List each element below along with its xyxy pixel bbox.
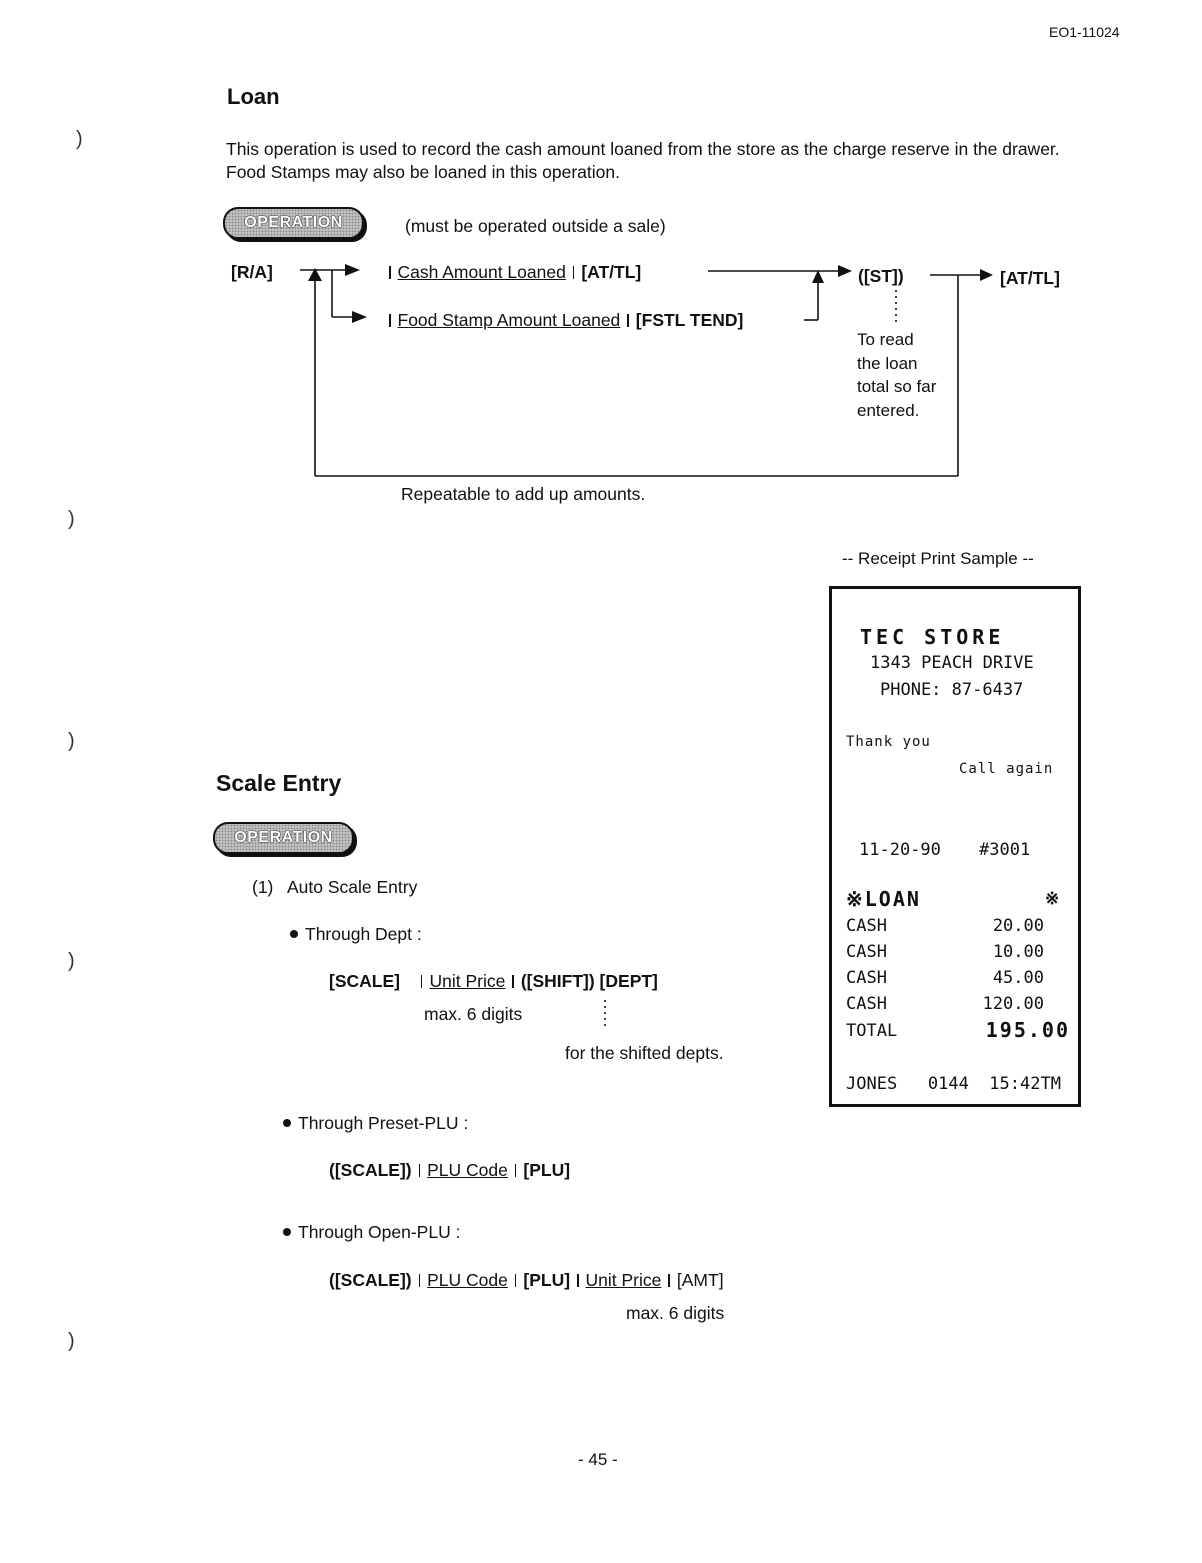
scale-key: ([SCALE]) — [329, 1270, 412, 1290]
receipt-line-amount: 10.00 — [992, 942, 1044, 962]
end-key: [AT/TL] — [1000, 268, 1060, 288]
end-arrowhead — [980, 269, 993, 281]
receipt-loan-mark: ※ — [1045, 889, 1060, 909]
unit-price-label: Unit Price — [429, 971, 506, 991]
food-stamp-entry-row — [382, 310, 743, 331]
receipt-date: 11-20-90 — [859, 840, 941, 860]
through-preset-plu-label: Through Preset-PLU : — [298, 1113, 469, 1133]
bullet-icon — [283, 1119, 291, 1127]
scale-key: [SCALE] — [329, 971, 400, 991]
receipt-address: 1343 PEACH DRIVE — [870, 653, 1034, 673]
receipt-line-label: CASH — [846, 968, 887, 988]
plu-key: [PLU] — [523, 1270, 571, 1290]
open-plu-max-digits: max. 6 digits — [626, 1303, 725, 1323]
receipt-line-label: CASH — [846, 994, 887, 1014]
separator — [512, 975, 514, 988]
through-open-plu-heading — [283, 1222, 460, 1243]
start-key: [R/A] — [231, 262, 273, 282]
auto-scale-entry-heading: (1) Auto Scale Entry — [252, 877, 418, 897]
amt-key: [AMT] — [676, 1270, 724, 1290]
cash-amount-label: Cash Amount Loaned — [397, 262, 566, 282]
loan-flow-diagram — [0, 0, 1202, 520]
receipt-footer: JONES 0144 15:42TM — [846, 1074, 1061, 1094]
bullet-icon — [283, 1228, 291, 1236]
food-stamp-key: [FSTL TEND] — [635, 310, 744, 330]
receipt-line-label: CASH — [846, 916, 887, 936]
st-key: ([ST]) — [858, 266, 904, 286]
food-stamp-arrowhead — [352, 311, 367, 323]
food-stamp-amount-label: Food Stamp Amount Loaned — [397, 310, 621, 330]
dept-key-sequence — [329, 971, 658, 992]
scale-key: ([SCALE]) — [329, 1160, 412, 1180]
loan-description: This operation is used to record the cash amount loaned from the store as the charge reserve in the drawer. Food Stamps may also be loaned in this operation. — [226, 139, 1060, 182]
receipt-sample — [829, 586, 1081, 1107]
open-plu-key-sequence — [329, 1270, 724, 1291]
shift-note: for the shifted depts. — [565, 1043, 724, 1063]
receipt-call-again: Call again — [959, 761, 1054, 777]
st-note: To read the loan total so far entered. — [857, 330, 937, 420]
receipt-store-name: TEC STORE — [860, 625, 1005, 649]
through-dept-heading — [290, 924, 422, 945]
dept-max-digits: max. 6 digits — [424, 1004, 523, 1024]
plu-key: [PLU] — [523, 1160, 571, 1180]
separator — [515, 1274, 517, 1287]
receipt-caption: -- Receipt Print Sample -- — [842, 549, 1034, 568]
through-preset-plu-heading — [283, 1113, 468, 1134]
bullet-icon — [290, 930, 298, 938]
margin-mark: ) — [76, 128, 83, 150]
scale-entry-title: Scale Entry — [216, 770, 342, 796]
operation-badge: OPERATION — [213, 822, 354, 854]
receipt-line-label: CASH — [846, 942, 887, 962]
unit-price-label: Unit Price — [585, 1270, 662, 1290]
receipt-total-label: TOTAL — [846, 1021, 898, 1041]
margin-mark: ) — [68, 950, 75, 972]
separator — [419, 1274, 421, 1287]
join-arrowhead — [812, 270, 824, 283]
repeat-note: Repeatable to add up amounts. — [401, 484, 646, 504]
through-dept-label: Through Dept : — [305, 924, 422, 944]
separator — [577, 1274, 579, 1287]
receipt-line-amount: 45.00 — [992, 968, 1044, 988]
margin-mark: ) — [68, 730, 75, 752]
shift-dotted-line — [600, 998, 610, 1030]
receipt-loan-label: ※LOAN — [846, 887, 921, 911]
through-open-plu-label: Through Open-PLU : — [298, 1222, 461, 1242]
separator — [668, 1274, 670, 1287]
separator — [627, 314, 629, 327]
preset-plu-key-sequence — [329, 1160, 570, 1181]
receipt-phone: PHONE: 87-6437 — [880, 680, 1024, 700]
receipt-line-amount: 120.00 — [982, 994, 1044, 1014]
separator — [515, 1164, 517, 1177]
separator — [573, 266, 575, 279]
separator — [421, 975, 423, 988]
receipt-number: #3001 — [979, 840, 1031, 860]
separator — [389, 314, 391, 327]
cash-arrowhead — [345, 264, 360, 276]
margin-mark: ) — [68, 1330, 75, 1352]
shift-dept-key: ([SHIFT]) [DEPT] — [520, 971, 658, 991]
operation-badge: OPERATION — [223, 207, 364, 239]
loan-title: Loan — [227, 84, 280, 109]
st-arrowhead — [838, 265, 852, 277]
receipt-total-amount: 195.00 — [985, 1018, 1070, 1042]
receipt-line-amount: 20.00 — [992, 916, 1044, 936]
margin-mark: ) — [68, 508, 75, 530]
plu-code-label: PLU Code — [427, 1270, 508, 1290]
receipt-thank-you: Thank you — [846, 734, 931, 750]
document-id: EO1-11024 — [1049, 24, 1120, 40]
plu-code-label: PLU Code — [427, 1160, 508, 1180]
separator — [419, 1164, 421, 1177]
separator — [389, 266, 391, 279]
cash-entry-row — [382, 262, 641, 283]
cash-key: [AT/TL] — [581, 262, 642, 282]
operation-note: (must be operated outside a sale) — [405, 216, 666, 236]
page-number: - 45 - — [578, 1450, 618, 1469]
